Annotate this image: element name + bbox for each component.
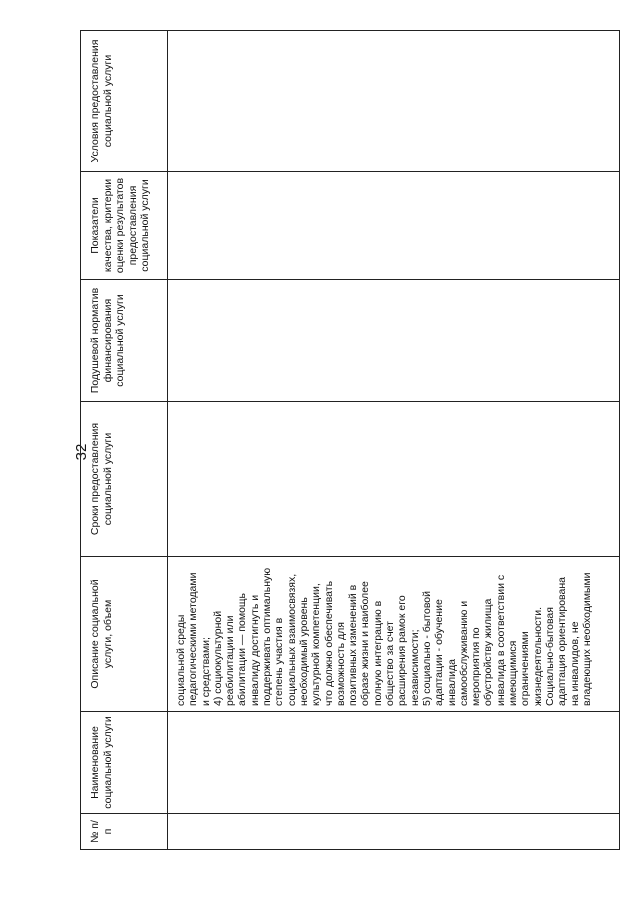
description-line: обустройству жилища	[482, 598, 495, 706]
description-line: имеющимися	[507, 640, 520, 706]
description-line: мероприятия по	[470, 627, 483, 706]
description-line: поддерживать оптимальную	[261, 567, 274, 706]
description-line: культурной компетенции,	[310, 583, 323, 706]
description-line: общество за счет	[384, 621, 397, 706]
description-line: инвалиду достигнуть и	[248, 594, 261, 706]
header-number: № п/п	[81, 814, 168, 849]
column-number	[81, 814, 619, 849]
description-line: 5) социально - бытовой	[420, 590, 433, 706]
services-table	[80, 30, 620, 850]
cell-description	[175, 557, 593, 711]
description-line: расширения рамок его	[396, 595, 409, 706]
column-name	[81, 712, 619, 814]
description-line: независимости;	[408, 629, 421, 706]
description-line: самообслуживанию и	[457, 600, 470, 706]
header-description: Описание социальной услуги, объем	[81, 557, 168, 711]
description-line: на инвалидов, не	[568, 621, 581, 706]
description-line: возможность для	[334, 622, 347, 706]
description-line: необходимый уровень	[297, 597, 310, 706]
description-line: адаптации - обучение	[433, 599, 446, 706]
header-funding: Подушевой норматив финансирования социальной услуги	[81, 280, 168, 401]
description-line: владеющих необходимыми	[580, 572, 593, 706]
column-terms	[81, 402, 619, 557]
column-quality	[81, 172, 619, 280]
description-line: позитивных изменений в	[347, 584, 360, 706]
description-line: социальной среды	[175, 614, 187, 706]
column-description	[81, 557, 619, 712]
description-line: полную интеграцию в	[371, 600, 384, 706]
description-line: абилитации — помощь	[236, 592, 249, 706]
column-funding	[81, 280, 619, 402]
description-line: педагогическими методами	[187, 572, 200, 706]
description-line: степень участия в	[273, 617, 286, 706]
description-line: Социально-бытовая	[543, 607, 556, 706]
description-line: инвалида в соответствии с	[494, 574, 507, 706]
column-conditions	[81, 31, 619, 172]
description-line: реабилитации или	[224, 615, 237, 706]
description-line: ограничениями	[519, 631, 532, 706]
description-line: инвалида	[445, 659, 458, 706]
header-service-name: Наименование социальной услуги	[81, 712, 168, 813]
header-conditions: Условия предоставления социальной услуги	[81, 31, 168, 171]
header-quality: Показатели качества, критерии оценки результатов предоставления социальной услуги	[81, 172, 168, 279]
services-table-wrapper	[80, 30, 620, 850]
description-line: 4) социокультурной	[211, 610, 224, 706]
description-line: образе жизни и наиболее	[359, 581, 372, 706]
header-terms: Сроки предоставления социальной услуги	[81, 402, 168, 556]
page-number: 32	[73, 443, 90, 461]
description-line: что должно обеспечивать	[322, 580, 335, 706]
description-line: адаптация ориентирована	[556, 577, 569, 706]
description-line: и средствами;	[199, 637, 212, 706]
description-line: социальных взаимосвязях,	[285, 573, 298, 706]
description-line: жизнедеятельности.	[531, 606, 544, 706]
